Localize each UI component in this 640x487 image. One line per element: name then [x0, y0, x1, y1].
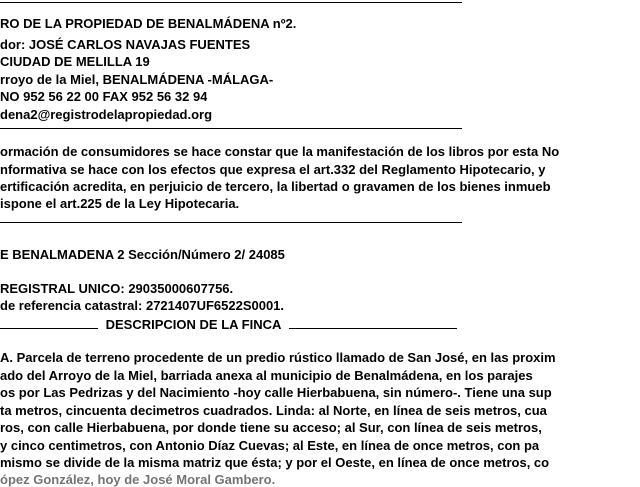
top-rule — [0, 2, 462, 3]
description-line: ta metros, cincuenta decimetros cuadrados. Linda: al Norte, en línea de seis metros, cua — [0, 403, 547, 418]
notice-line: ispone el art.225 de la Ley Hipotecaria. — [0, 196, 240, 211]
description-heading-row — [0, 316, 457, 332]
registry-city: rroyo de la Miel, BENALMÁDENA -MÁLAGA- — [0, 72, 274, 87]
description-line: mismo se divide de la misma matriz que ésta; y por el Oeste, en línea de once metros, co — [0, 455, 550, 470]
description-line-cutoff: ópez González, hoy de José Moral Gambero. — [0, 472, 276, 487]
notice-line: ertificación acredita, en perjuicio de tercero, la libertad o gravamen de los bienes inmueb — [0, 179, 551, 194]
description-line: ros, con calle Hierbabuena, por donde tiene su acceso; al Sur, con línea de seis metros, — [0, 420, 542, 435]
heading-underline-left — [0, 316, 98, 329]
description-line: A. Parcela de terreno procedente de un predio rústico llamado de San José, en las proxim — [0, 350, 556, 365]
registry-title: RO DE LA PROPIEDAD DE BENALMÁDENA nº2. — [0, 16, 297, 31]
header-divider — [0, 128, 462, 129]
registral-unique-code: REGISTRAL UNICO: 29035000607756. — [0, 281, 234, 296]
cadastral-reference: de referencia catastral: 2721407UF6522S0001. — [0, 298, 285, 313]
notice-line: nformativa se hace con los efectos que expresa el art.332 del Reglamento Hipotecario, y — [0, 162, 546, 177]
registry-phone-fax: NO 952 56 22 00 FAX 952 56 32 94 — [0, 89, 208, 104]
description-line: y cinco centimetros, con Antonio Díaz Cuevas; al Este, en línea de once metros, con pa — [0, 438, 540, 453]
registrar-name: dor: JOSÉ CARLOS NAVAJAS FUENTES — [0, 37, 251, 52]
registry-email: dena2@registrodelapropiedad.org — [0, 107, 213, 122]
notice-divider — [0, 222, 462, 223]
description-heading: DESCRIPCION DE LA FINCA — [105, 317, 282, 332]
description-line: os por Las Pedrizas y del Nacimiento -hoy calle Hierbabuena, sin número-. Tiene una sup — [0, 385, 552, 400]
heading-underline-right — [289, 316, 457, 329]
notice-line: ormación de consumidores se hace constar que la manifestación de los libros por esta No — [0, 144, 560, 159]
description-line: ado del Arroyo de la Miel, barriada anexa al municipio de Benalmádena, en los parajes — [0, 368, 533, 383]
finca-section-number: E BENALMADENA 2 Sección/Número 2/ 24085 — [0, 247, 285, 262]
registry-street: CIUDAD DE MELILLA 19 — [0, 54, 150, 69]
